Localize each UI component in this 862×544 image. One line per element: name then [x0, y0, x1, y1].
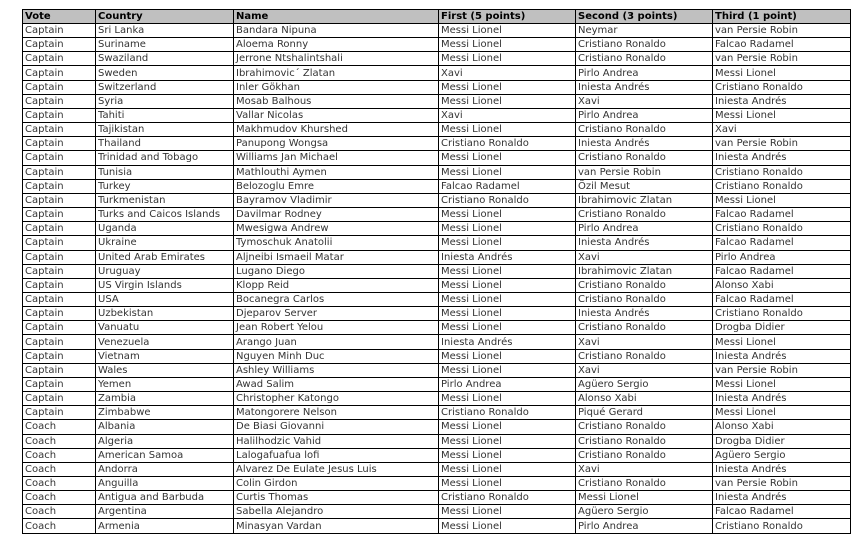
cell-country: Syria [96, 94, 234, 108]
cell-third: Falcao Radamel [713, 505, 851, 519]
table-row [23, 434, 851, 448]
cell-country: Uruguay [96, 264, 234, 278]
cell-vote: Captain [23, 264, 96, 278]
cell-first: Messi Lionel [439, 363, 576, 377]
table-row [23, 80, 851, 94]
cell-name: Ibrahimovic´ Zlatan [234, 66, 439, 80]
cell-first: Xavi [439, 66, 576, 80]
cell-third: Messi Lionel [713, 406, 851, 420]
cell-country: Wales [96, 363, 234, 377]
table-row [23, 264, 851, 278]
cell-third: van Persie Robin [713, 52, 851, 66]
cell-first: Cristiano Ronaldo [439, 137, 576, 151]
cell-second: Cristiano Ronaldo [576, 292, 713, 306]
table-row [23, 477, 851, 491]
cell-third: van Persie Robin [713, 137, 851, 151]
cell-second: Cristiano Ronaldo [576, 448, 713, 462]
cell-name: Awad Salim [234, 377, 439, 391]
cell-second: Pirlo Andrea [576, 519, 713, 533]
cell-second: Xavi [576, 250, 713, 264]
table-row [23, 420, 851, 434]
cell-second: Pirlo Andrea [576, 108, 713, 122]
cell-country: Switzerland [96, 80, 234, 94]
cell-name: Christopher Katongo [234, 392, 439, 406]
cell-third: Iniesta Andrés [713, 151, 851, 165]
cell-second: Neymar [576, 24, 713, 38]
cell-vote: Captain [23, 193, 96, 207]
cell-name: Belozoglu Emre [234, 179, 439, 193]
cell-name: Mathlouthi Aymen [234, 165, 439, 179]
cell-second: Cristiano Ronaldo [576, 321, 713, 335]
cell-vote: Coach [23, 505, 96, 519]
column-header-vote: Vote [23, 10, 96, 24]
cell-name: Lugano Diego [234, 264, 439, 278]
cell-first: Messi Lionel [439, 236, 576, 250]
cell-name: Ashley Williams [234, 363, 439, 377]
cell-first: Messi Lionel [439, 264, 576, 278]
cell-vote: Captain [23, 349, 96, 363]
cell-country: Suriname [96, 38, 234, 52]
cell-second: Cristiano Ronaldo [576, 434, 713, 448]
cell-third: Pirlo Andrea [713, 250, 851, 264]
column-header-first: First (5 points) [439, 10, 576, 24]
cell-first: Messi Lionel [439, 24, 576, 38]
cell-third: Cristiano Ronaldo [713, 519, 851, 533]
cell-second: Xavi [576, 94, 713, 108]
table-row [23, 236, 851, 250]
cell-third: Drogba Didier [713, 434, 851, 448]
cell-name: Sabella Alejandro [234, 505, 439, 519]
cell-name: Jean Robert Yelou [234, 321, 439, 335]
table-row [23, 519, 851, 533]
cell-name: Nguyen Minh Duc [234, 349, 439, 363]
cell-country: Anguilla [96, 477, 234, 491]
cell-second: Ibrahimovic Zlatan [576, 264, 713, 278]
cell-vote: Captain [23, 208, 96, 222]
cell-country: Turkey [96, 179, 234, 193]
table-row [23, 193, 851, 207]
cell-country: Trinidad and Tobago [96, 151, 234, 165]
cell-first: Messi Lionel [439, 278, 576, 292]
cell-country: Zimbabwe [96, 406, 234, 420]
cell-vote: Coach [23, 519, 96, 533]
cell-vote: Captain [23, 137, 96, 151]
table-row [23, 377, 851, 391]
table-row [23, 151, 851, 165]
cell-name: Halilhodzic Vahid [234, 434, 439, 448]
cell-vote: Captain [23, 66, 96, 80]
cell-country: Turkmenistan [96, 193, 234, 207]
cell-name: Davilmar Rodney [234, 208, 439, 222]
cell-first: Cristiano Ronaldo [439, 406, 576, 420]
cell-second: Cristiano Ronaldo [576, 477, 713, 491]
cell-first: Pirlo Andrea [439, 377, 576, 391]
cell-first: Messi Lionel [439, 208, 576, 222]
cell-third: Messi Lionel [713, 377, 851, 391]
cell-second: Alonso Xabi [576, 392, 713, 406]
cell-third: Messi Lionel [713, 66, 851, 80]
cell-second: Pirlo Andrea [576, 66, 713, 80]
cell-third: Iniesta Andrés [713, 94, 851, 108]
cell-vote: Coach [23, 477, 96, 491]
cell-first: Messi Lionel [439, 222, 576, 236]
cell-third: Iniesta Andrés [713, 392, 851, 406]
cell-name: Williams Jan Michael [234, 151, 439, 165]
cell-first: Messi Lionel [439, 151, 576, 165]
cell-vote: Captain [23, 24, 96, 38]
cell-country: Tajikistan [96, 123, 234, 137]
cell-third: Alonso Xabi [713, 278, 851, 292]
cell-country: Venezuela [96, 335, 234, 349]
cell-name: Matongorere Nelson [234, 406, 439, 420]
cell-second: Cristiano Ronaldo [576, 52, 713, 66]
cell-first: Cristiano Ronaldo [439, 491, 576, 505]
cell-third: Alonso Xabi [713, 420, 851, 434]
cell-third: Iniesta Andrés [713, 349, 851, 363]
cell-vote: Captain [23, 52, 96, 66]
cell-name: Bocanegra Carlos [234, 292, 439, 306]
table-row [23, 38, 851, 52]
cell-name: Bandara Nipuna [234, 24, 439, 38]
cell-second: Iniesta Andrés [576, 307, 713, 321]
cell-first: Messi Lionel [439, 38, 576, 52]
cell-name: Colin Girdon [234, 477, 439, 491]
cell-country: Albania [96, 420, 234, 434]
cell-vote: Captain [23, 392, 96, 406]
cell-first: Messi Lionel [439, 462, 576, 476]
header-row [23, 10, 851, 24]
cell-second: Cristiano Ronaldo [576, 38, 713, 52]
table-row [23, 505, 851, 519]
cell-third: Iniesta Andrés [713, 491, 851, 505]
cell-third: van Persie Robin [713, 363, 851, 377]
column-header-third: Third (1 point) [713, 10, 851, 24]
table-row [23, 165, 851, 179]
cell-third: Messi Lionel [713, 335, 851, 349]
cell-first: Iniesta Andrés [439, 250, 576, 264]
cell-vote: Captain [23, 406, 96, 420]
table-row [23, 278, 851, 292]
cell-vote: Captain [23, 307, 96, 321]
cell-second: Cristiano Ronaldo [576, 420, 713, 434]
table-row [23, 123, 851, 137]
cell-vote: Captain [23, 108, 96, 122]
table-row [23, 307, 851, 321]
cell-third: van Persie Robin [713, 477, 851, 491]
cell-country: Swaziland [96, 52, 234, 66]
cell-first: Messi Lionel [439, 505, 576, 519]
cell-name: Inler Gökhan [234, 80, 439, 94]
cell-first: Messi Lionel [439, 349, 576, 363]
cell-second: Cristiano Ronaldo [576, 123, 713, 137]
cell-second: Piqué Gerard [576, 406, 713, 420]
cell-third: Cristiano Ronaldo [713, 165, 851, 179]
cell-third: Falcao Radamel [713, 38, 851, 52]
cell-name: De Biasi Giovanni [234, 420, 439, 434]
cell-vote: Coach [23, 491, 96, 505]
cell-third: Iniesta Andrés [713, 462, 851, 476]
cell-country: Zambia [96, 392, 234, 406]
cell-country: United Arab Emirates [96, 250, 234, 264]
table-row [23, 24, 851, 38]
table-row [23, 292, 851, 306]
cell-vote: Captain [23, 292, 96, 306]
cell-country: Argentina [96, 505, 234, 519]
column-header-name: Name [234, 10, 439, 24]
cell-first: Messi Lionel [439, 420, 576, 434]
cell-second: van Persie Robin [576, 165, 713, 179]
cell-second: Agüero Sergio [576, 505, 713, 519]
cell-second: Özil Mesut [576, 179, 713, 193]
cell-first: Messi Lionel [439, 307, 576, 321]
cell-country: Andorra [96, 462, 234, 476]
cell-third: Cristiano Ronaldo [713, 222, 851, 236]
cell-name: Alvarez De Eulate Jesus Luis [234, 462, 439, 476]
cell-second: Xavi [576, 335, 713, 349]
cell-vote: Captain [23, 250, 96, 264]
cell-first: Messi Lionel [439, 448, 576, 462]
cell-third: Falcao Radamel [713, 292, 851, 306]
cell-vote: Captain [23, 377, 96, 391]
cell-first: Messi Lionel [439, 392, 576, 406]
cell-country: USA [96, 292, 234, 306]
cell-country: Tahiti [96, 108, 234, 122]
cell-first: Messi Lionel [439, 321, 576, 335]
cell-vote: Captain [23, 151, 96, 165]
cell-second: Cristiano Ronaldo [576, 208, 713, 222]
cell-second: Agüero Sergio [576, 377, 713, 391]
cell-vote: Captain [23, 179, 96, 193]
cell-vote: Captain [23, 123, 96, 137]
cell-vote: Captain [23, 222, 96, 236]
cell-second: Messi Lionel [576, 491, 713, 505]
table-row [23, 335, 851, 349]
cell-country: Vietnam [96, 349, 234, 363]
cell-country: US Virgin Islands [96, 278, 234, 292]
cell-first: Messi Lionel [439, 292, 576, 306]
table-row [23, 208, 851, 222]
cell-name: Tymoschuk Anatolii [234, 236, 439, 250]
cell-name: Bayramov Vladimir [234, 193, 439, 207]
column-header-country: Country [96, 10, 234, 24]
cell-country: Algeria [96, 434, 234, 448]
cell-first: Messi Lionel [439, 52, 576, 66]
cell-third: Falcao Radamel [713, 264, 851, 278]
cell-name: Klopp Reid [234, 278, 439, 292]
cell-third: van Persie Robin [713, 24, 851, 38]
table-row [23, 222, 851, 236]
table-row [23, 52, 851, 66]
cell-third: Xavi [713, 123, 851, 137]
cell-vote: Coach [23, 448, 96, 462]
cell-first: Falcao Radamel [439, 179, 576, 193]
cell-first: Messi Lionel [439, 80, 576, 94]
cell-second: Iniesta Andrés [576, 236, 713, 250]
table-row [23, 137, 851, 151]
cell-first: Iniesta Andrés [439, 335, 576, 349]
cell-vote: Captain [23, 38, 96, 52]
cell-second: Iniesta Andrés [576, 80, 713, 94]
cell-name: Vallar Nicolas [234, 108, 439, 122]
cell-country: Thailand [96, 137, 234, 151]
cell-first: Messi Lionel [439, 123, 576, 137]
cell-vote: Coach [23, 420, 96, 434]
cell-country: Sri Lanka [96, 24, 234, 38]
cell-vote: Captain [23, 335, 96, 349]
table-row [23, 66, 851, 80]
table-row [23, 491, 851, 505]
cell-country: Antigua and Barbuda [96, 491, 234, 505]
cell-country: Tunisia [96, 165, 234, 179]
cell-second: Iniesta Andrés [576, 137, 713, 151]
cell-country: Uzbekistan [96, 307, 234, 321]
column-header-second: Second (3 points) [576, 10, 713, 24]
cell-vote: Captain [23, 94, 96, 108]
cell-name: Jerrone Ntshalintshali [234, 52, 439, 66]
table-row [23, 321, 851, 335]
cell-third: Messi Lionel [713, 108, 851, 122]
cell-name: Mosab Balhous [234, 94, 439, 108]
cell-vote: Captain [23, 321, 96, 335]
cell-third: Cristiano Ronaldo [713, 307, 851, 321]
cell-name: Aloema Ronny [234, 38, 439, 52]
cell-name: Lalogafuafua lofi [234, 448, 439, 462]
cell-third: Messi Lionel [713, 193, 851, 207]
cell-third: Falcao Radamel [713, 208, 851, 222]
cell-country: Vanuatu [96, 321, 234, 335]
cell-name: Curtis Thomas [234, 491, 439, 505]
cell-second: Ibrahimovic Zlatan [576, 193, 713, 207]
table-row [23, 406, 851, 420]
cell-name: Makhmudov Khurshed [234, 123, 439, 137]
cell-country: Uganda [96, 222, 234, 236]
cell-third: Cristiano Ronaldo [713, 80, 851, 94]
cell-first: Messi Lionel [439, 94, 576, 108]
cell-vote: Captain [23, 278, 96, 292]
table-row [23, 108, 851, 122]
cell-name: Mwesigwa Andrew [234, 222, 439, 236]
cell-second: Cristiano Ronaldo [576, 151, 713, 165]
cell-name: Minasyan Vardan [234, 519, 439, 533]
cell-first: Xavi [439, 108, 576, 122]
cell-name: Aljneibi Ismaeil Matar [234, 250, 439, 264]
cell-vote: Coach [23, 434, 96, 448]
table-row [23, 363, 851, 377]
cell-vote: Captain [23, 80, 96, 94]
cell-country: American Samoa [96, 448, 234, 462]
cell-country: Sweden [96, 66, 234, 80]
cell-vote: Coach [23, 462, 96, 476]
table-row [23, 94, 851, 108]
cell-country: Armenia [96, 519, 234, 533]
cell-second: Pirlo Andrea [576, 222, 713, 236]
cell-second: Cristiano Ronaldo [576, 278, 713, 292]
cell-country: Yemen [96, 377, 234, 391]
cell-name: Arango Juan [234, 335, 439, 349]
table-row [23, 448, 851, 462]
cell-third: Cristiano Ronaldo [713, 179, 851, 193]
cell-first: Messi Lionel [439, 434, 576, 448]
cell-first: Messi Lionel [439, 477, 576, 491]
table-row [23, 462, 851, 476]
table-row [23, 349, 851, 363]
cell-name: Panupong Wongsa [234, 137, 439, 151]
cell-first: Messi Lionel [439, 165, 576, 179]
table-row [23, 179, 851, 193]
cell-second: Xavi [576, 462, 713, 476]
cell-name: Djeparov Server [234, 307, 439, 321]
cell-third: Falcao Radamel [713, 236, 851, 250]
cell-country: Ukraine [96, 236, 234, 250]
cell-vote: Captain [23, 236, 96, 250]
cell-first: Cristiano Ronaldo [439, 193, 576, 207]
table-row [23, 392, 851, 406]
cell-second: Xavi [576, 363, 713, 377]
cell-third: Drogba Didier [713, 321, 851, 335]
cell-vote: Captain [23, 165, 96, 179]
cell-country: Turks and Caicos Islands [96, 208, 234, 222]
cell-third: Agüero Sergio [713, 448, 851, 462]
votes-table [22, 9, 851, 534]
cell-first: Messi Lionel [439, 519, 576, 533]
cell-second: Cristiano Ronaldo [576, 349, 713, 363]
cell-vote: Captain [23, 363, 96, 377]
table-row [23, 250, 851, 264]
